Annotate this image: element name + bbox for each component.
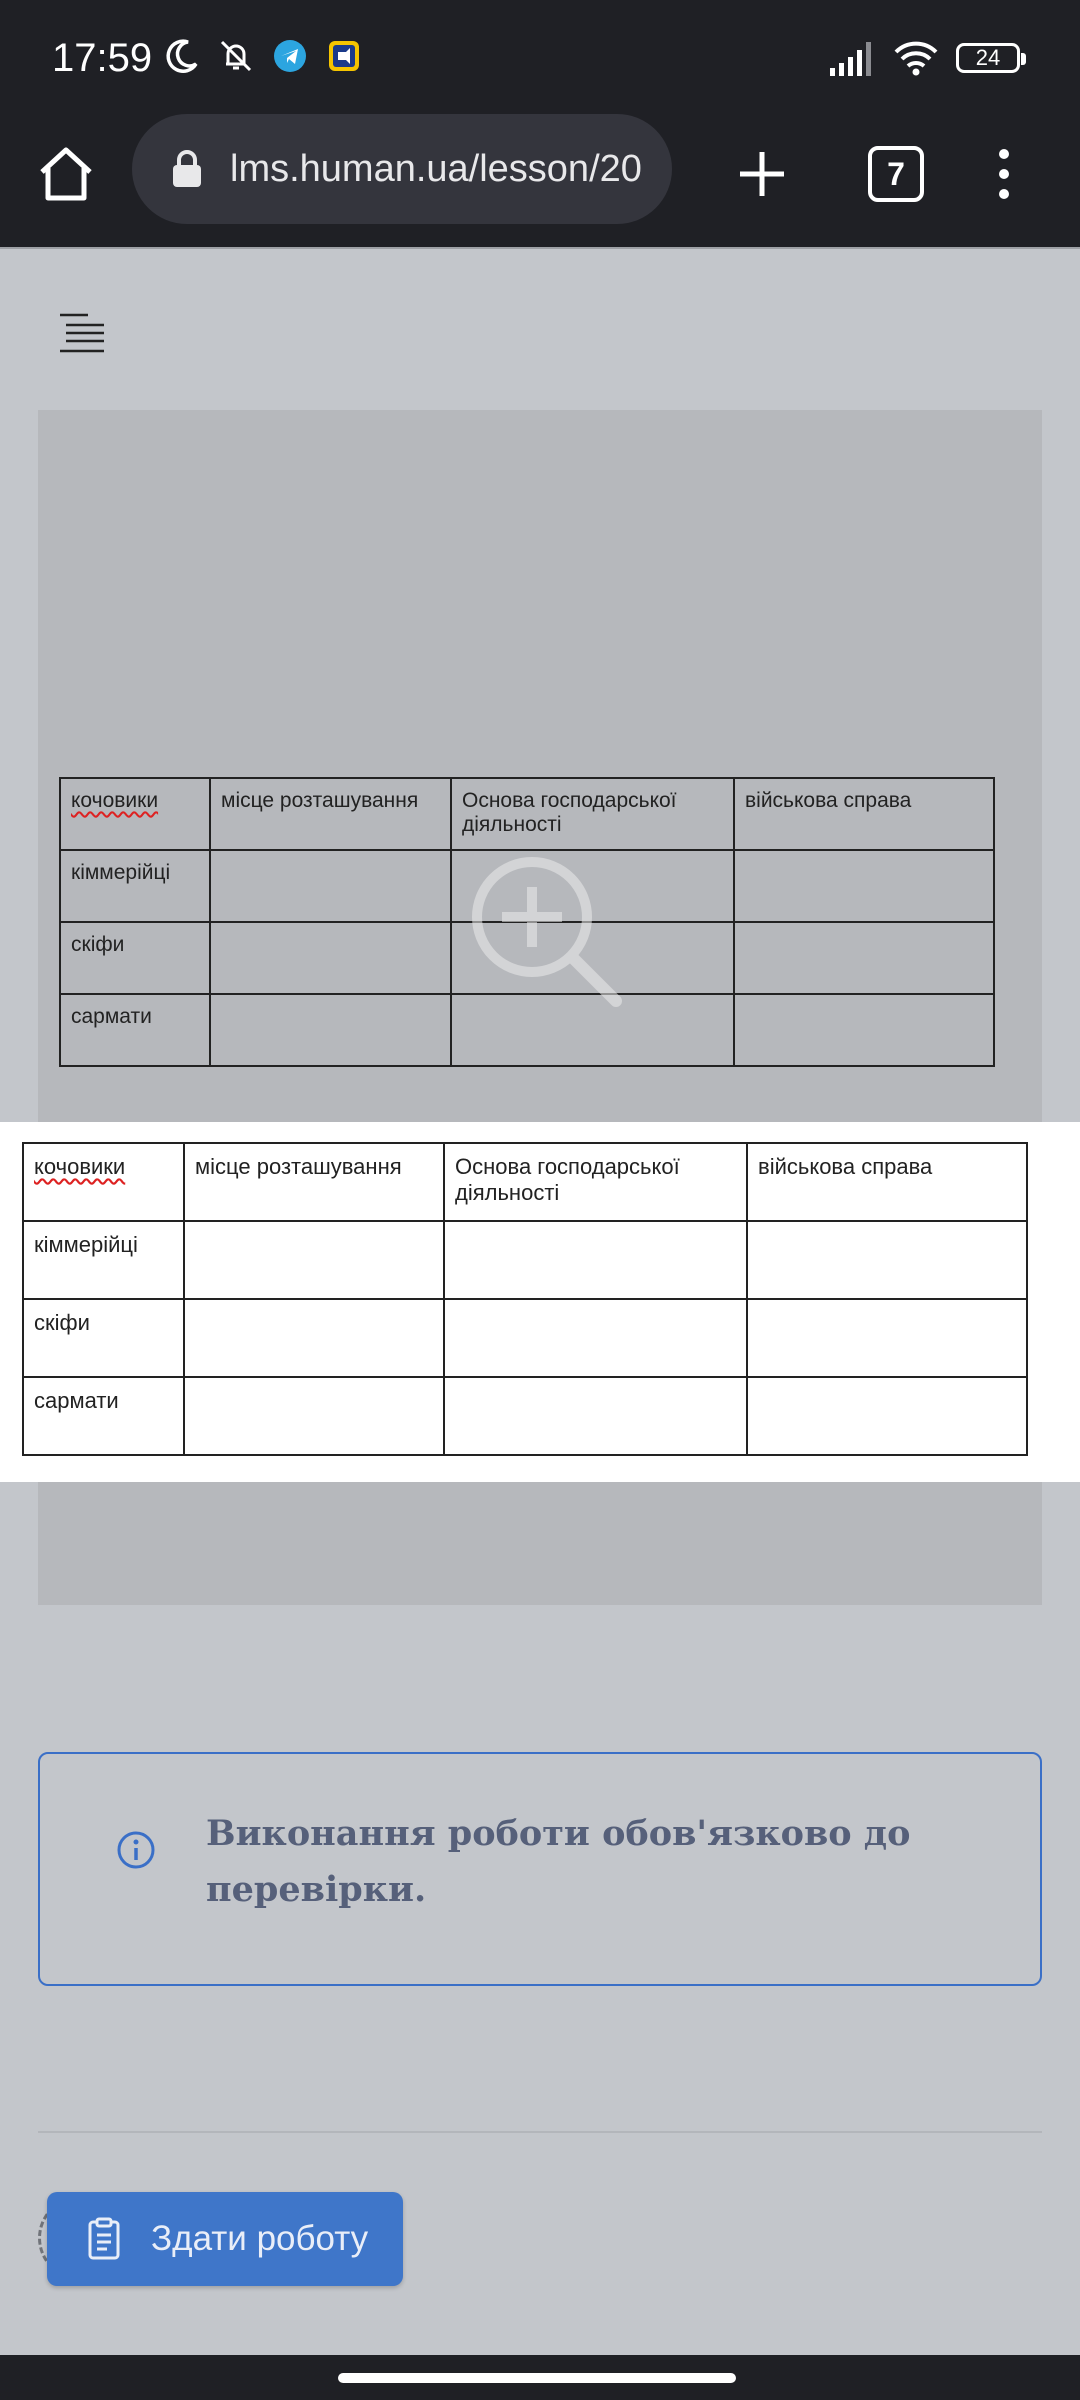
home-icon[interactable] — [34, 142, 98, 206]
divider — [38, 2131, 1042, 2133]
status-time: 17:59 — [52, 36, 153, 80]
status-icons-left — [162, 36, 364, 76]
telegram-icon — [270, 36, 310, 76]
system-nav-bar — [0, 2355, 1080, 2400]
table-header-cell: кочовики — [23, 1143, 184, 1221]
table-cell — [747, 1221, 1027, 1299]
table-cell — [444, 1221, 747, 1299]
table-cell: сармати — [23, 1377, 184, 1455]
url-bar[interactable] — [132, 114, 672, 224]
table-cell: кіммерійці — [60, 850, 210, 922]
table-row — [23, 1377, 1027, 1455]
table-cell — [747, 1377, 1027, 1455]
moon-icon — [162, 36, 202, 76]
table-cell — [444, 1299, 747, 1377]
url-text[interactable]: lms.human.ua/lesson/20 — [230, 147, 642, 190]
table-cell — [184, 1221, 444, 1299]
table-header-row — [23, 1143, 1027, 1221]
table-cell — [734, 850, 994, 922]
table-cell — [184, 1377, 444, 1455]
table-header-cell: місце розташування — [184, 1143, 444, 1221]
zoom-in-icon[interactable] — [466, 845, 666, 1045]
table-cell — [210, 850, 451, 922]
wifi-icon — [894, 38, 938, 78]
table-cell: скіфи — [23, 1299, 184, 1377]
table-header-cell: Основа господарської діяльності — [451, 778, 734, 850]
clipboard-icon — [87, 2217, 121, 2261]
table-cell: скіфи — [60, 922, 210, 994]
table-cell — [184, 1299, 444, 1377]
table-row — [23, 1221, 1027, 1299]
more-menu-icon[interactable] — [996, 142, 1012, 206]
table-cell — [734, 994, 994, 1066]
table-cell — [210, 994, 451, 1066]
new-tab-button[interactable] — [730, 142, 794, 206]
table-header-cell: військова справа — [734, 778, 994, 850]
table-of-contents-icon[interactable] — [58, 311, 108, 355]
table-header-cell: Основа господарської діяльності — [444, 1143, 747, 1221]
table-header-cell: місце розташування — [210, 778, 451, 850]
task-table-zoomed — [22, 1142, 1028, 1456]
signal-icon — [828, 38, 876, 78]
table-row — [23, 1299, 1027, 1377]
submit-work-label: Здати роботу — [151, 2219, 369, 2258]
home-gesture-handle[interactable] — [338, 2373, 736, 2383]
lock-icon — [170, 149, 204, 189]
table-cell: сармати — [60, 994, 210, 1066]
table-cell — [210, 922, 451, 994]
status-bar — [0, 0, 1080, 120]
browser-toolbar — [0, 120, 1080, 247]
status-icons-right — [828, 38, 1020, 78]
table-header-cell: військова справа — [747, 1143, 1027, 1221]
info-note-text: Виконання роботи обов'язково до перевірки. — [206, 1813, 911, 1910]
table-cell — [747, 1299, 1027, 1377]
table-cell — [444, 1377, 747, 1455]
info-icon — [116, 1830, 156, 1870]
bell-off-icon — [216, 36, 256, 76]
zoomed-table-overlay — [0, 1122, 1080, 1482]
battery-icon: 24 — [956, 43, 1020, 73]
app-icon — [324, 36, 364, 76]
submit-work-button[interactable] — [47, 2192, 403, 2286]
page-header — [0, 247, 1080, 412]
table-cell — [734, 922, 994, 994]
info-note — [38, 1752, 1042, 1986]
table-header-row — [60, 778, 994, 850]
table-cell: кіммерійці — [23, 1221, 184, 1299]
table-header-cell: кочовики — [60, 778, 210, 850]
tab-switcher-button[interactable]: 7 — [868, 146, 924, 202]
